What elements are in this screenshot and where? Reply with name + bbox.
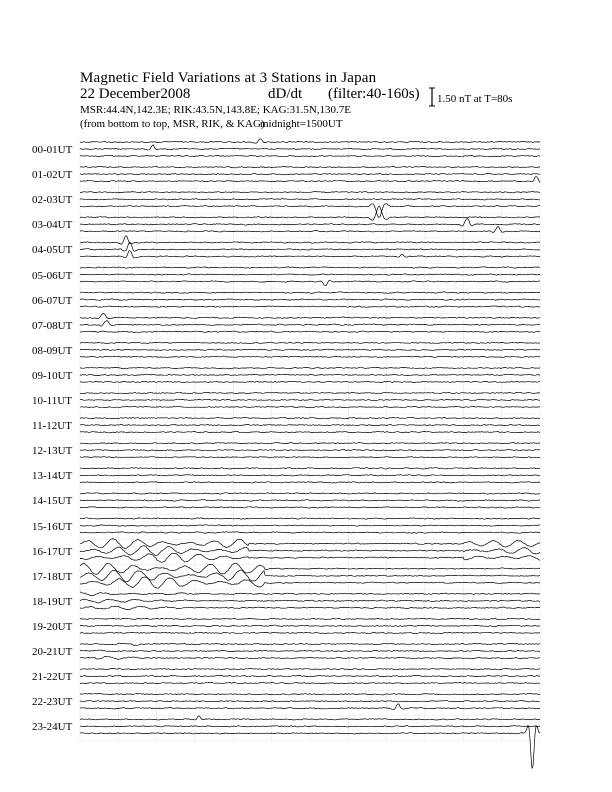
hour-label: 20-21UT <box>32 646 73 658</box>
hour-label: 15-16UT <box>32 520 73 533</box>
hour-label: 18-19UT <box>32 595 73 608</box>
hour-label: 04-05UT <box>32 244 73 257</box>
hour-label: 22-23UT <box>32 696 73 709</box>
hour-label: 10-11UT <box>32 395 72 407</box>
hour-label: 13-14UT <box>32 470 73 483</box>
midnight-note: midnight=1500UT <box>260 118 343 130</box>
hour-label: 17-18UT <box>32 570 73 583</box>
hour-label: 21-22UT <box>32 671 73 684</box>
grid <box>80 138 540 740</box>
scale-label: 1.50 nT at T=80s <box>437 93 513 105</box>
hour-label: 02-03UT <box>32 194 73 207</box>
hour-label: 00-01UT <box>32 144 73 156</box>
chart-title: Magnetic Field Variations at 3 Stations in Japan <box>80 70 377 86</box>
station-order-note: (from bottom to top, MSR, RIK, & KAG) <box>80 118 265 130</box>
hour-label: 11-12UT <box>32 420 72 433</box>
hour-label: 06-07UT <box>32 294 73 307</box>
chart-date: 22 December2008 <box>80 86 191 102</box>
chart-quantity: dD/dt <box>268 86 303 102</box>
hour-label: 09-10UT <box>32 369 73 382</box>
chart-filter: (filter:40-160s) <box>328 86 420 102</box>
hour-label: 08-09UT <box>32 344 73 357</box>
hour-label: 12-13UT <box>32 445 73 458</box>
hour-label: 05-06UT <box>32 269 73 282</box>
hour-label: 14-15UT <box>32 495 73 508</box>
hour-label: 07-08UT <box>32 319 73 332</box>
hour-label: 16-17UT <box>32 545 73 558</box>
hour-label: 03-04UT <box>32 219 73 232</box>
hour-label: 19-20UT <box>32 620 73 633</box>
station-coordinates: MSR:44.4N,142.3E; RIK:43.5N,143.8E; KAG:31.5N,130.7E <box>80 104 352 116</box>
hour-label: 23-24UT <box>32 721 73 734</box>
hour-label: 01-02UT <box>32 169 73 182</box>
